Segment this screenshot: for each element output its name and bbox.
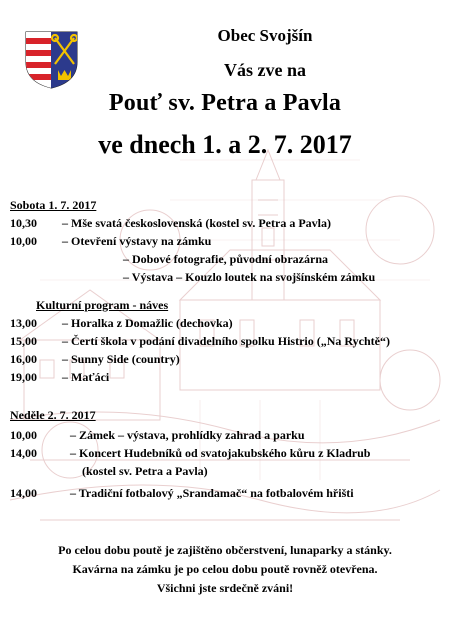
schedule-text: – Otevření výstavy na zámku: [62, 234, 212, 248]
schedule-time: 14,00: [10, 446, 37, 460]
saturday-heading: Sobota 1. 7. 2017: [10, 198, 97, 212]
schedule-time: 15,00: [10, 334, 37, 348]
schedule-text: – Zámek – výstava, prohlídky zahrad a parku: [70, 428, 305, 442]
schedule-row: [0, 428, 450, 446]
schedule-time: 19,00: [10, 370, 37, 384]
schedule-row: [0, 334, 450, 352]
schedule-continuation: (kostel sv. Petra a Pavla): [82, 464, 208, 478]
title-event: Pouť sv. Petra a Pavla: [108, 90, 342, 116]
sunday-heading: Neděle 2. 7. 2017: [10, 408, 96, 422]
schedule-text: – Tradiční fotbalový „Srandamač“ na fotbalovém hřišti: [70, 486, 354, 500]
schedule-row: [0, 234, 450, 252]
title-invite: Vás zve na: [224, 60, 306, 80]
schedule-time: 14,00: [10, 486, 37, 500]
schedule-time: 16,00: [10, 352, 37, 366]
schedule-text: – Maťáci: [62, 370, 110, 384]
title-dates: ve dnech 1. a 2. 7. 2017: [98, 130, 352, 159]
schedule-row: [0, 316, 450, 334]
schedule-text: – Mše svatá československá (kostel sv. Petra a Pavla): [62, 216, 331, 230]
schedule-row: [0, 352, 450, 370]
footer-line: Po celou dobu poutě je zajištěno občerstvení, lunaparky a stánky.: [58, 543, 392, 557]
schedule-subitem: – Výstava – Kouzlo loutek na svojšínském zámku: [123, 270, 376, 284]
schedule-row: [0, 216, 450, 234]
schedule-row: [0, 486, 450, 504]
culture-heading: Kulturní program - náves: [36, 298, 169, 312]
footer-line: Kavárna na zámku je po celou dobu poutě rovněž otevřena.: [72, 562, 378, 576]
schedule-row: [0, 446, 450, 464]
schedule-time: 10,00: [10, 234, 37, 248]
schedule-time: 10,30: [10, 216, 37, 230]
title-municipality: Obec Svojšín: [217, 26, 313, 45]
schedule-text: – Sunny Side (country): [62, 352, 180, 366]
schedule-text: – Horalka z Domažlic (dechovka): [62, 316, 233, 330]
schedule-row: [0, 370, 450, 388]
footer-line: Všichni jste srdečně zváni!: [156, 581, 294, 595]
schedule-text: – Čertí škola v podání divadelního spolku Histrio („Na Rychtě“): [62, 334, 390, 348]
schedule-time: 13,00: [10, 316, 37, 330]
schedule-text: – Koncert Hudebníků od svatojakubského kůru z Kladrub: [70, 446, 371, 460]
schedule-time: 10,00: [10, 428, 37, 442]
schedule-subitem: – Dobové fotografie, původní obrazárna: [123, 252, 328, 266]
